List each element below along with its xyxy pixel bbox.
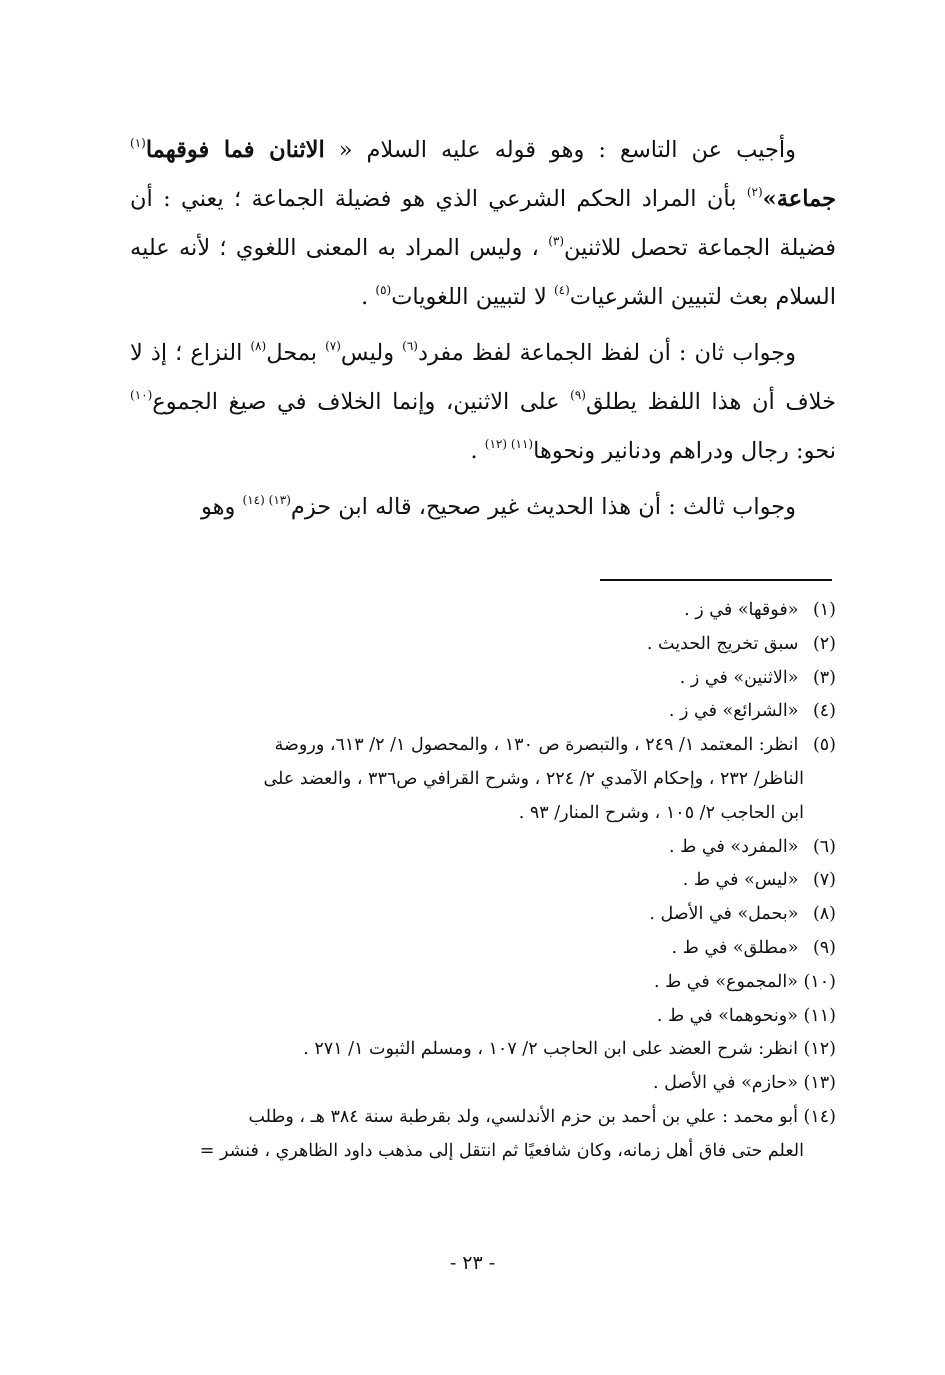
footnote (128, 662, 836, 696)
footnote (128, 1033, 836, 1067)
footnote-ref: (١٠) (130, 388, 153, 402)
footnote (128, 695, 836, 729)
footnote-continuation: ابن الحاجب ٢/ ١٠٥ ، وشرح المنار/ ٩٣ . (518, 802, 804, 823)
footnote (128, 898, 836, 932)
footnotes-list (128, 594, 836, 1169)
footnote-text: انظر: شرح العضد على ابن الحاجب ٢/ ١٠٧ ، ومسلم الثبوت ١/ ٢٧١ . (303, 1039, 798, 1060)
page-number: - ٢٣ - (449, 1252, 496, 1274)
footnote-number: (٤) (812, 701, 836, 722)
footnote (128, 966, 836, 1000)
footnote-text: «حازم» في الأصل . (652, 1073, 798, 1094)
footnote-text: «الشرائع» في ز . (668, 701, 799, 722)
footnote-ref: (٧) (325, 339, 341, 353)
footnote (128, 628, 836, 662)
footnote-number: (١٢) (803, 1039, 836, 1060)
footnote-ref: (٨) (250, 339, 267, 353)
paragraph-1: وأجيب عن التاسع : وهو قوله عليه السلام « الاثنان فما فوقهما$^{(١)}$ جماعة»$^{(٢)}$ بأن المراد الحكم الشرعي الذي هو فضيلة الجماعة ؛ يعني : أن فضيلة الجماعة تحصل للاثنين$^{(٣)}$ ، وليس المراد به المعنى اللغوي ؛ لأنه عليه السلام بعث لتبيين الشرعيات$^{(٤)}$ لا لتبيين اللغويات$^{(٥)}$ . (130, 136, 836, 310)
footnote-number: (١٣) (803, 1073, 836, 1094)
footnote-number: (٣) (812, 667, 836, 688)
footnote-text: «المجموع» في ط . (653, 971, 798, 992)
footnote-text: أبو محمد : علي بن أحمد بن حزم الأندلسي، ولد بقرطبة سنة ٣٨٤ هـ ، وطلب (248, 1106, 798, 1127)
footnote-ref: (١) (130, 136, 146, 150)
footnote (128, 864, 836, 898)
footnote-text: انظر: المعتمد ١/ ٢٤٩ ، والتبصرة ص ١٣٠ ، والمحصول ١/ ٢/ ٦١٣، وروضة (274, 735, 799, 756)
footnote-ref: (٢) (746, 185, 763, 199)
footnote-text: «ونحوهما» في ط . (656, 1005, 798, 1026)
footnote (128, 932, 836, 966)
footnote-number: (١) (812, 600, 836, 620)
footnote-text: «الاثنين» في ز . (679, 667, 799, 688)
hadith-quote-end: جماعة» (762, 186, 836, 212)
footnote-text: «فوقها» في ز . (684, 600, 799, 620)
footnote-number: (٥) (812, 735, 836, 756)
footnote-number: (٨) (812, 904, 836, 925)
paragraph-3: وجواب ثالث : أن هذا الحديث غير صحيح، قاله ابن حزم$^{(١٣) (١٤)}$ وهو (201, 493, 796, 520)
footnote (128, 729, 836, 830)
footnote-ref: (١٣) (١٤) (242, 493, 291, 507)
footnote-text: سبق تخريج الحديث . (646, 633, 799, 654)
main-text (130, 126, 836, 532)
footnote-separator (600, 579, 832, 581)
footnote (128, 1101, 836, 1169)
footnote-text: «بحمل» في الأصل . (649, 904, 799, 925)
footnote-number: (١٤) (803, 1106, 836, 1127)
footnote-ref: (١١) (١٢) (484, 437, 534, 451)
footnote (128, 594, 836, 628)
footnote (128, 1067, 836, 1101)
footnote-number: (٩) (812, 937, 836, 958)
footnote (128, 1000, 836, 1034)
footnote-number: (١٠) (803, 971, 836, 992)
paragraph-2: وجواب ثان : أن لفظ الجماعة لفظ مفرد$^{(٦)}$ وليس$^{(٧)}$ بمحل$^{(٨)}$ النزاع ؛ إذ لا خلاف أن هذا اللفظ يطلق$^{(٩)}$ على الاثنين، وإنما الخلاف في صيغ الجموع$^{(١٠)}$ نحو: رجال ودراهم ودنانير ونحوها$^{(١١) (١٢)}$ . (130, 339, 836, 464)
footnote-ref: (٥) (375, 283, 392, 297)
footnote-text: «مطلق» في ط . (671, 937, 799, 958)
footnote-number: (٧) (812, 870, 836, 891)
hadith-quote: الاثنان فما فوقهما (145, 137, 325, 163)
footnote-number: (٢) (812, 633, 836, 654)
footnote-ref: (٩) (570, 388, 586, 402)
footnote-continuation: الناظر/ ٢٣٢ ، وإحكام الآمدي ٢/ ٢٢٤ ، وشرح القرافي ص٣٣٦ ، والعضد على (263, 768, 804, 789)
footnote-ref: (٦) (402, 339, 418, 353)
footnote-number: (٦) (812, 836, 836, 857)
footnote-ref: (٣) (548, 234, 565, 248)
footnote-text: «ليس» في ط . (682, 870, 799, 891)
footnote-continuation: العلم حتى فاق أهل زمانه، وكان شافعيًا ثم انتقل إلى مذهب داود الظاهري ، فنشر = (199, 1140, 804, 1161)
footnote-number: (١١) (803, 1005, 836, 1026)
footnote (128, 831, 836, 865)
footnote-ref: (٤) (553, 283, 570, 297)
footnote-text: «المفرد» في ط . (669, 836, 799, 857)
